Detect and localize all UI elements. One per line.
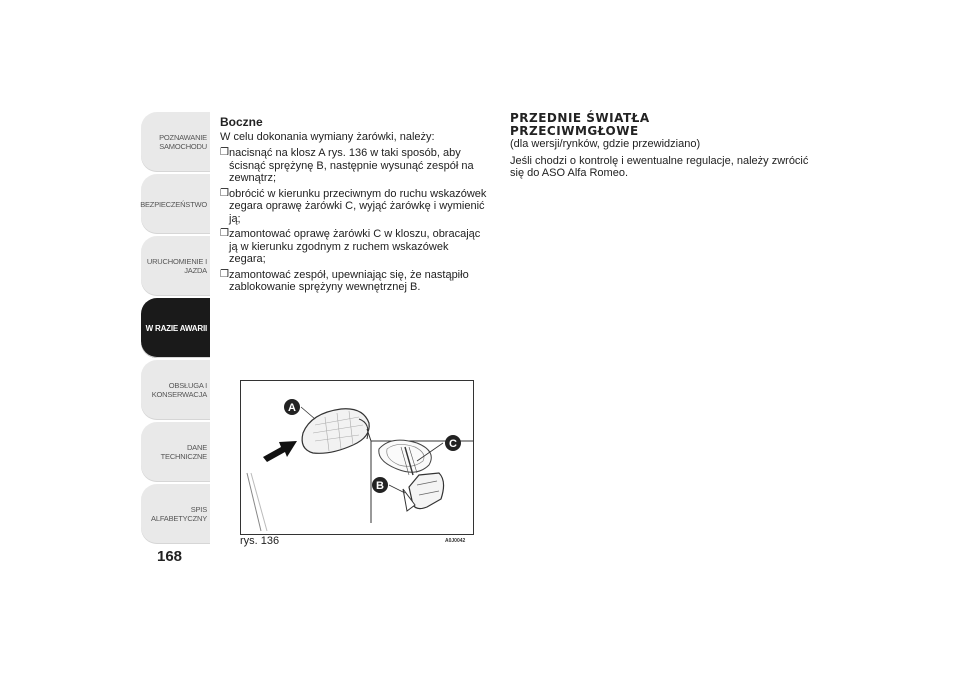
callout-b-badge [372, 477, 388, 493]
push-arrow-icon [263, 441, 297, 462]
figure-code: A0J0042 [445, 538, 466, 544]
list-item-text: zamontować zespół, upewniając się, że nastąpiło zablokowanie sprężyny wewnętrznej B. [229, 268, 469, 293]
list-item [220, 228, 488, 266]
section-heading-line-1: PRZEDNIE ŚWIATŁA [510, 111, 650, 125]
figure-caption: rys. 136 [240, 535, 280, 547]
leader-a [301, 407, 315, 419]
checkbox-bullet-icon: ❒ [220, 268, 229, 280]
callout-c-label: C [449, 438, 457, 450]
illustration-side-lamp [240, 380, 474, 535]
section-heading-line-2: PRZECIWMGŁOWE [510, 124, 639, 138]
lamp-diagram [241, 381, 473, 534]
bulb-holder-icon [379, 440, 444, 511]
checkbox-bullet-icon: ❒ [220, 187, 229, 199]
left-column [220, 116, 488, 297]
tab-dane-techniczne[interactable]: DANE TECHNICZNE [141, 422, 210, 482]
page-number: 168 [157, 548, 183, 565]
list-item-text: nacisnąć na klosz A rys. 136 w taki sposób, aby ścisnąć sprężynę B, następnie wysunąć zespół na zewnątrz; [229, 147, 474, 184]
leader-b [389, 485, 405, 493]
callout-b-label: B [376, 480, 384, 492]
tab-spis-alfabetyczny[interactable]: SPIS ALFABETYCZNY [141, 484, 210, 544]
list-item [220, 269, 488, 294]
availability-note: (dla wersji/rynków, gdzie przewidziano) [510, 138, 701, 150]
tab-w-razie-awarii[interactable]: W RAZIE AWARII [141, 298, 210, 358]
intro-text: W celu dokonania wymiany żarówki, należy: [220, 130, 435, 143]
tab-obsluga-i-konserwacja[interactable]: OBSŁUGA I KONSERWACJA [141, 360, 210, 420]
list-item [220, 188, 488, 226]
right-column [510, 112, 810, 184]
list-item [220, 147, 488, 185]
list-item-text: obrócić w kierunku przeciwnym do ruchu wskazówek zegara oprawę żarówki C, wyjąć żarówkę i wymienić ją; [229, 187, 487, 225]
body-text: Jeśli chodzi o kontrolę i ewentualne regulacje, należy zwrócić się do ASO Alfa Romeo. [510, 154, 809, 179]
list-item-text: zamontować oprawę żarówki C w kloszu, obracając ją w kierunku zgodnym z ruchem wskazówek zegara; [229, 228, 481, 265]
tab-poznawanie-samochodu[interactable]: POZNAWANIE SAMOCHODU [141, 112, 210, 172]
lamp-lens-icon [302, 409, 369, 454]
callout-a-label: A [288, 402, 296, 414]
callout-a-badge [284, 399, 300, 415]
tab-bezpieczenstwo[interactable]: BEZPIECZEŃSTWO [141, 174, 210, 234]
callout-c-badge [445, 435, 461, 451]
subsection-heading: Boczne [220, 115, 263, 129]
checkbox-bullet-icon: ❒ [220, 228, 229, 239]
checkbox-bullet-icon: ❒ [220, 147, 229, 158]
tab-uruchomienie-i-jazda[interactable]: URUCHOMIENIE I JAZDA [141, 236, 210, 296]
